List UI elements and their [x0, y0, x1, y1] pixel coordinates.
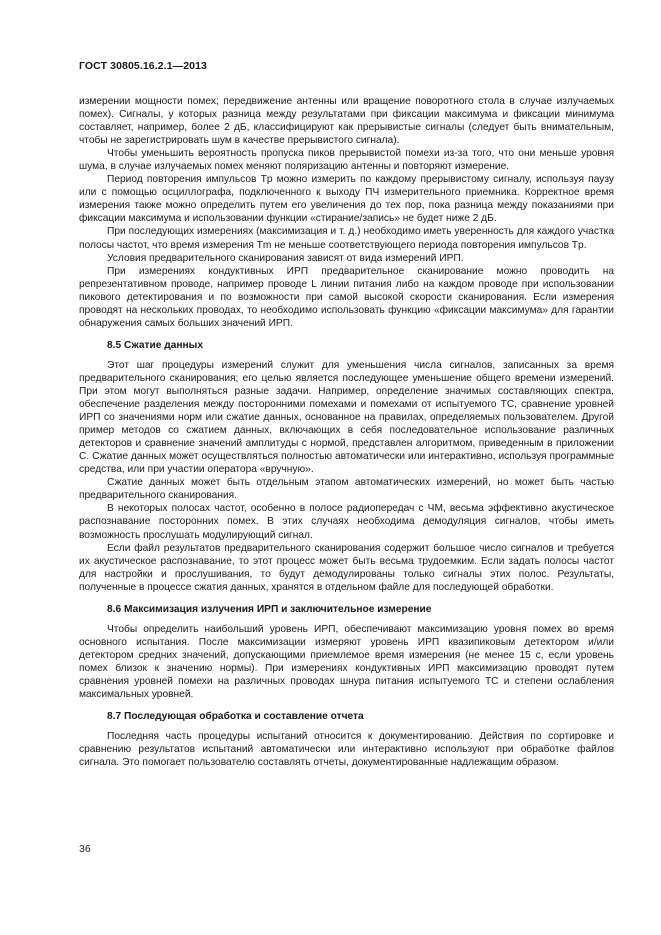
paragraph: Чтобы определить наибольший уровень ИРП, обеспечивают максимизацию уровня помех во время основного испытания. После максимизации измеряют уровень ИРП квазипиковым детектором и/или детектором средних значений, допускающими приемлемое время измерения (не менее 15 с, если уровень помех близок к значению нормы). При измерениях кондуктивных ИРП максимизацию проводят путем сравнения уровней помехи на различных проводах шнура питания испытуемого ТС и степени ослабления максимальных уровней.: [79, 623, 614, 701]
paragraph: Чтобы уменьшить вероятность пропуска пиков прерывистой помехи из-за того, что они меньше уровня шума, в случае излучаемых помех меняют поляризацию антенны и повторяют измерение.: [79, 148, 614, 173]
paragraph: Этот шаг процедуры измерений служит для уменьшения числа сигналов, записанных за время предварительного сканирования; его целью является последующее уменьшение общего времени измерений. При этом могут выполняться разные задачи. Например, определение значимых составляющих спектра, обеспечение разделения между посторонними помехами и помехами от испытуемого ТС, сравнение уровней ИРП со значениями норм или сжатие данных, основанное на правилах, определяемых пользователем. Другой пример методов со сжатием данных, включающих в себя последовательное использование различных детекторов и сравнение значений амплитуды с нормой, представлен алгоритмом, приведенным в приложении С. Сжатие данных может осуществляться полностью автоматически или интерактивно, используя программные средства, или при участии оператора «вручную».: [79, 359, 614, 476]
paragraph: Если файл результатов предварительного сканирования содержит большое число сигналов и требуется их акустическое распознавание, то этот процесс может быть весьма трудоемким. Если задать полосы частот для настройки и прослушивания, то будут демодулированы только сигналы этих полос. Результаты, полученные в процессе сжатия данных, хранятся в отдельном файле для последующей обработки.: [79, 542, 614, 593]
paragraph: Условия предварительного сканирования зависят от вида измерений ИРП.: [107, 252, 464, 264]
document-header: ГОСТ 30805.16.2.1—2013: [79, 60, 207, 72]
document-body: [79, 95, 614, 769]
paragraph: При последующих измерениях (максимизация и т. д.) необходимо иметь уверенность для каждого участка полосы частот, что время измерения Tm не меньше соответствующего периода повторения импульсов Tp.: [79, 226, 614, 251]
section-heading: 8.6 Максимизация излучения ИРП и заключительное измерение: [107, 603, 432, 615]
page-number: 36: [79, 843, 91, 855]
paragraph: Период повторения импульсов Tp можно измерить по каждому прерывистому сигналу, используя паузу или с помощью осциллографа, подключенного к выходу ПЧ измерительного приемника. Корректное время измерения также можно определить путем его увеличения до тех пор, пока разница между показаниями при фиксации максимума и использовании функции «стирание/запись» не будет ниже 2 дБ.: [79, 174, 614, 225]
paragraph: Последняя часть процедуры испытаний относится к документированию. Действия по сортировке и сравнению результатов испытаний автоматически или интерактивно используют при обработке файлов сигнала. Это помогает пользователю составлять отчеты, документированные надлежащим образом.: [79, 731, 614, 769]
section-heading: 8.5 Сжатие данных: [107, 339, 204, 351]
section-heading: 8.7 Последующая обработка и составление отчета: [107, 711, 364, 723]
paragraph: измерении мощности помех; передвижение антенны или вращение поворотного стола в случае излучаемых помех). Сигналы, у которых разница между результатами при фиксации максимума и фиксации минимума составляет, например, более 2 дБ, классифицируют как прерывистые сигналы (следует быть внимательным, чтобы не зарегистрировать шум в качестве прерывистого сигнала).: [79, 96, 614, 147]
paragraph: Сжатие данных может быть отдельным этапом автоматических измерений, но может быть частью предварительного сканирования.: [79, 477, 614, 502]
paragraph: При измерениях кондуктивных ИРП предварительное сканирование можно проводить на репрезентативном проводе, например проводе L линии питания либо на каждом проводе при использовании пикового детектирования и по возможности при самой высокой скорости сканирования. Если измерения проводят на нескольких проводах, то необходимо использовать функцию «фиксации максимума» для гарантии обнаружения самых больших значений ИРП.: [79, 265, 614, 329]
paragraph: В некоторых полосах частот, особенно в полосе радиопередач с ЧМ, весьма эффективно акустическое распознавание посторонних помех. В этих случаях необходима демодуляция сигналов, чтобы иметь возможность прослушать модулирующий сигнал.: [79, 503, 614, 541]
